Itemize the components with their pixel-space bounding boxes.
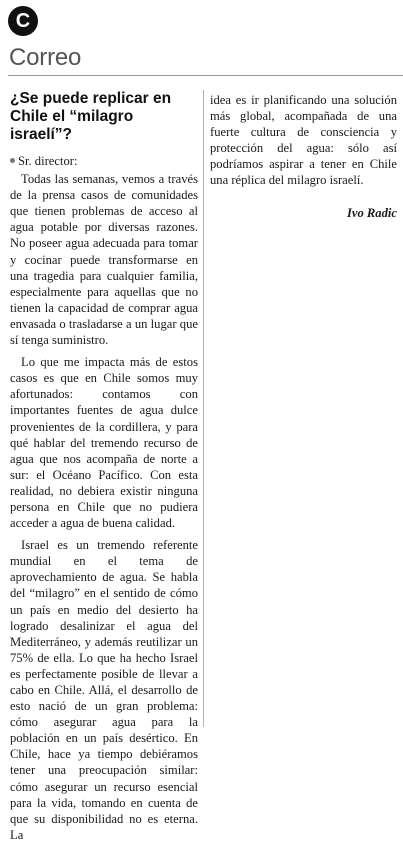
letter-signature: Ivo Radic <box>346 205 397 220</box>
letter-paragraph-3: Israel es un tremendo referente mundial en el tema de aprovechamiento de agua. Se habla del “milagro” en el sentido de cómo un país en medio del desierto ha logrado desalinizar el agua del Mediterráneo, y además reutilizar un 75% de ella. Lo que ha hecho Israel es perfectamente posible de llevar a cabo en Chile. Allá, el desarrollo de esto nació de un gran problema: cómo asegurar agua para la población en un país desértico. En Chile, hace ya tiempo debiéramos tener una preocupación similar: cómo asegurar un recurso esencial para la vida, tomando en cuenta de que su disponibilidad no es eterna. La <box>10 538 198 842</box>
letter-continuation: idea es ir planificando una solución más global, acompañada de una fuerte cultura de consciencia y protección del agua: sólo así podríamos aspirar a tener en Chile una réplica del milagro israelí. <box>210 93 397 188</box>
column-divider <box>203 90 204 727</box>
salutation: Sr. director: <box>18 154 78 168</box>
letter-paragraph-1: Todas las semanas, vemos a través de la prensa casos de comunidades que tienen problemas de acceso al agua potable por diversas razones. No poseer agua adecuada para tomar y cocinar puede transformarse en una tragedia para cualquier familia, especialmente para aquellas que no tienen la capacidad de comprar agua envasada o trasladarse a un lugar que sí tenga suministro. <box>10 172 198 348</box>
salutation-line <box>10 153 198 169</box>
letter-title: ¿Se puede replicar en Chile el “milagro israelí”? <box>10 90 172 143</box>
letter-right-column <box>210 92 397 221</box>
letter-left-column <box>10 90 198 849</box>
letter-paragraph-2: Lo que me impacta más de estos casos es que en Chile somos muy afortunados: contamos con importantes fuentes de agua dulce provenientes de la cordillera, y para qué hablar del tremendo recurso de agua que nos acompaña de norte a sur: el Océano Pacífico. Con esta realidad, no debiera existir ninguna persona en Chile que no pudiera acceder a agua de buena calidad. <box>10 355 198 531</box>
bullet-dot-icon <box>10 158 15 163</box>
section-badge: C <box>8 6 38 36</box>
section-title: Correo <box>9 44 82 71</box>
header-rule <box>8 75 403 76</box>
